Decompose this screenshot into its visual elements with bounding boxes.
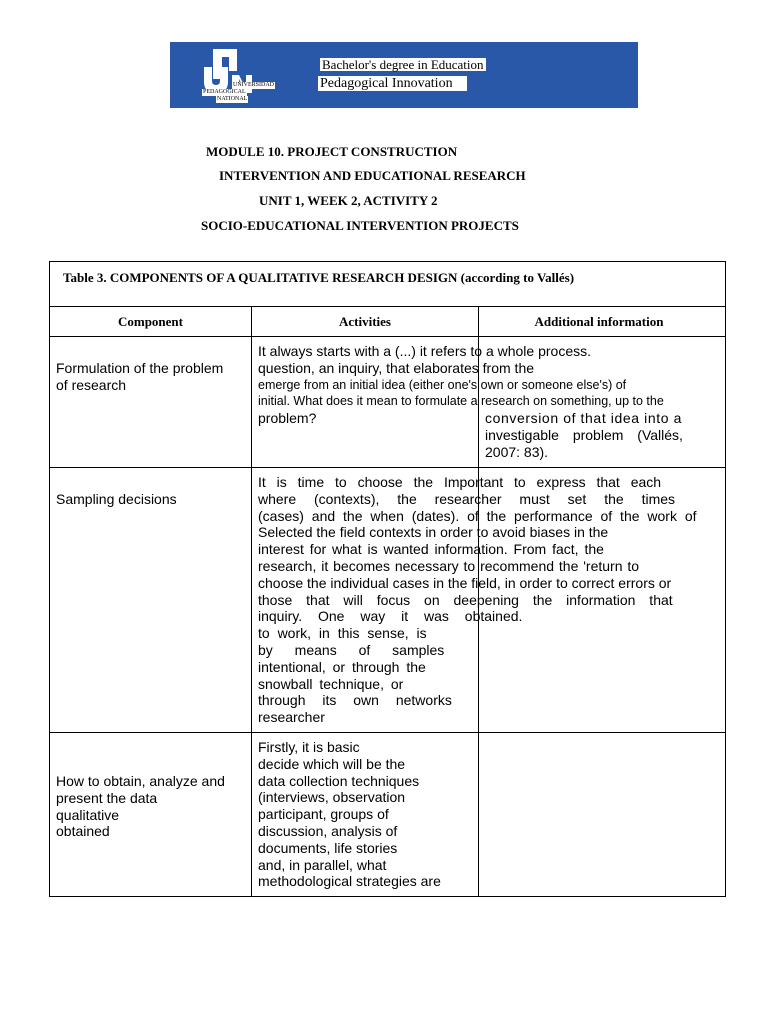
table-rule [50,732,725,733]
column-header-activities: Activities [339,314,391,329]
column-header-component: Component [117,314,183,329]
components-table [49,261,726,897]
logo-caption: UNIVERSIDAD PEDAGOGICAL NATIONAL [203,82,274,102]
table-cell-additional: conversion of that idea into a investigable problem (Vallés, 2007: 83). [485,410,683,460]
table-cell-component: Formulation of the problem of research [56,360,224,393]
unit-heading: UNIT 1, WEEK 2, ACTIVITY 2 [259,193,438,208]
table-cell-component: How to obtain, analyze and present the data qualitative obtained [56,773,225,840]
program-title: Pedagogical Innovation [318,76,467,91]
activity-heading: SOCIO-EDUCATIONAL INTERVENTION PROJECTS [201,218,519,233]
text-line: emerge from an initial idea (either one's own or someone else's) of [258,377,627,392]
table-rule [50,336,725,337]
table-rule [50,306,725,307]
table-cell-activities: It is time to choose the Important to express that each where (contexts), the researcher must set the times (cases) and the when (dates). of the performance of the work of Selected the field contexts in order to avoid biases in the interest for what is wanted information. From fact, the research, it becomes necessary to recommend the 'return to choose the individual cases in the field, in order to correct errors or those that will focus on deepening the information that inquiry. One way it was obtained. to work, in this sense, is by means of samples intentional, or through the snowball technique, or through its own networks researcher [258,474,697,726]
column-header-additional: Additional information [534,314,664,329]
header-banner [170,42,638,108]
table-cell-component: Sampling decisions [56,491,177,507]
table-caption: Table 3. COMPONENTS OF A QUALITATIVE RESEARCH DESIGN (according to Vallés) [63,270,575,285]
table-rule [50,467,725,468]
table-cell-activities: Firstly, it is basic decide which will be the data collection techniques (interviews, observation participant, groups of discussion, analysis of documents, life stories and, in parallel, what methodological strategies are [258,739,441,890]
text-line: question, an inquiry, that elaborates from the [258,359,535,376]
course-heading: INTERVENTION AND EDUCATIONAL RESEARCH [219,168,526,183]
table-cell-activities: It always starts with a (...) it refers to a whole process. question, an inquiry, that elaborates from the emerge from an initial idea (either one's own or someone else's) of initial. What does it mean to formulate a research on something, up to the problem? [258,343,647,427]
module-heading: MODULE 10. PROJECT CONSTRUCTION [206,144,458,159]
degree-title: Bachelor's degree in Education [322,57,484,72]
table-rule [251,306,252,896]
